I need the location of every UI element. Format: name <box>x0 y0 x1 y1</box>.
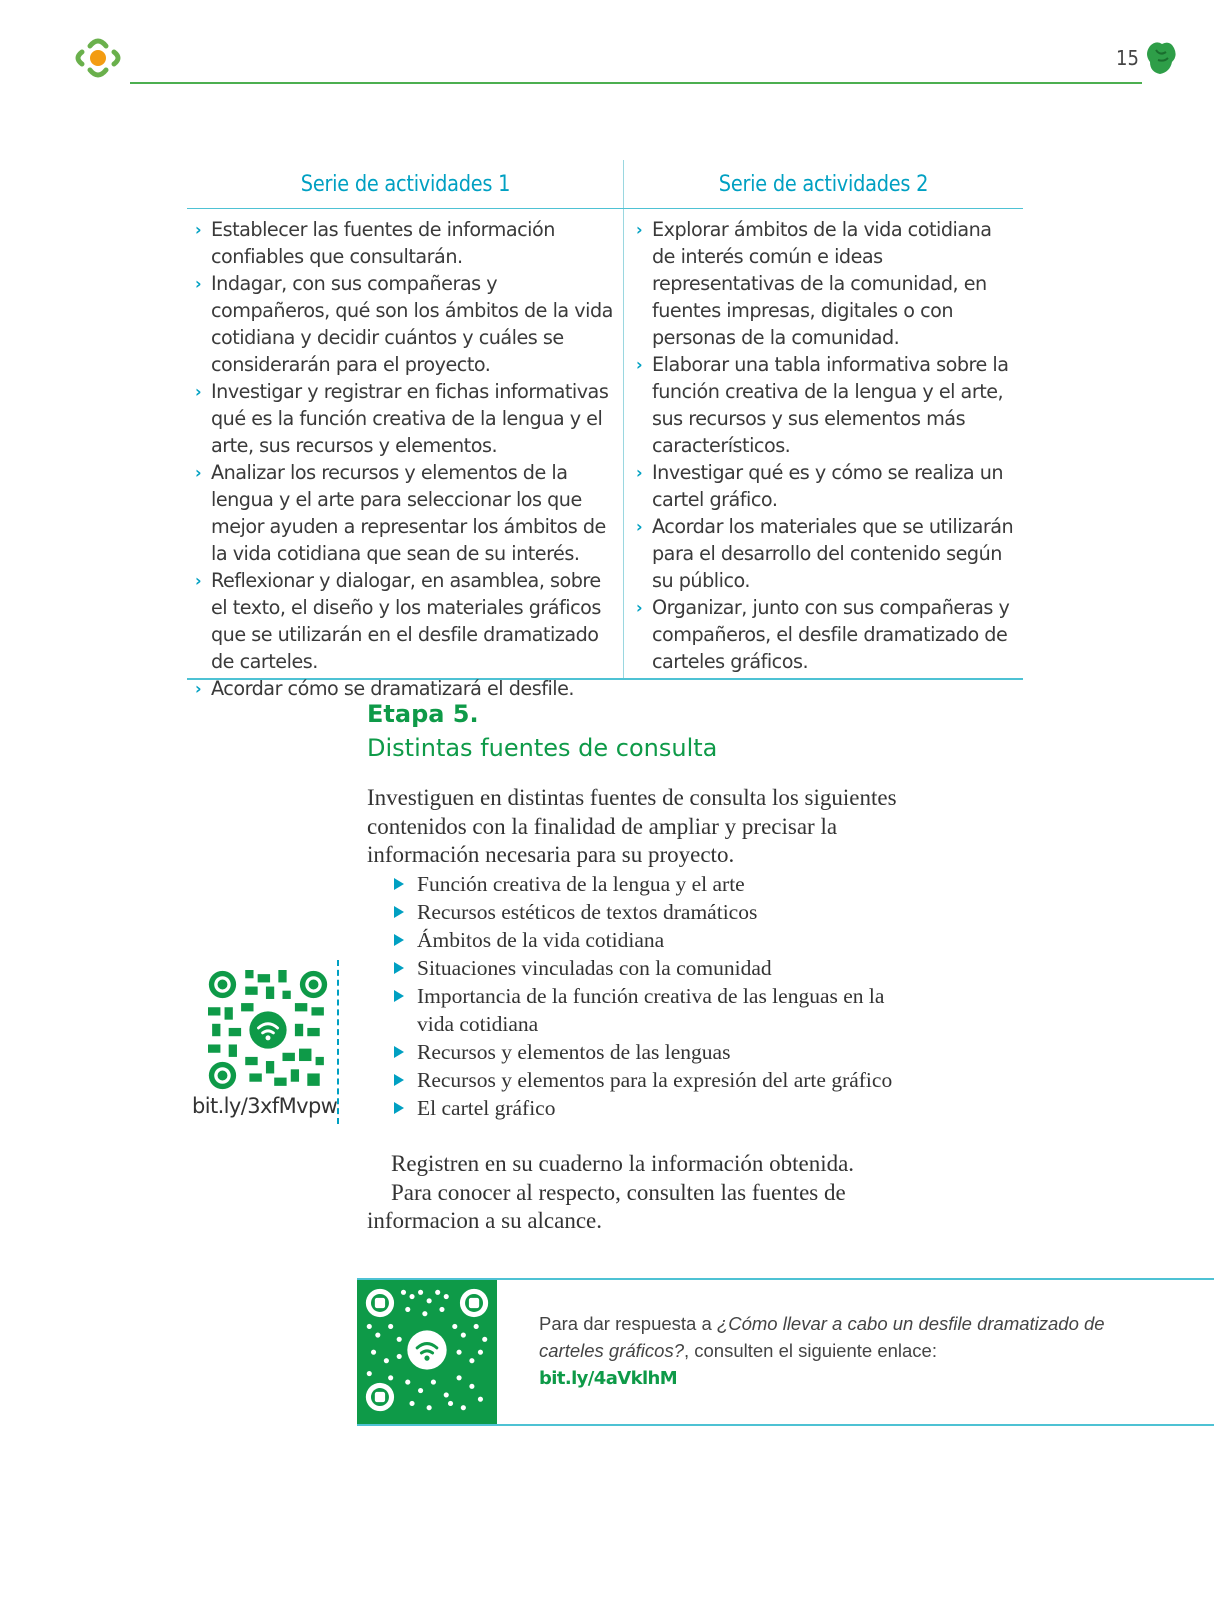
activities-column-1 <box>187 160 624 700</box>
list-item: › Indagar, con sus compañeras y compañeros, qué son los ámbitos de la vida cotidiana y decidir cuántos y cuáles se considerarán para el proyecto. <box>195 272 613 376</box>
list-item: › Investigar qué es y cómo se realiza un cartel gráfico. <box>636 461 1004 511</box>
list-item: › Acordar los materiales que se utilizarán para el desarrollo del contenido según su público. <box>636 515 1014 592</box>
chevron-right-icon: › <box>195 463 202 482</box>
list-item: Recursos estéticos de textos dramáticos <box>392 898 912 926</box>
callout-question: ¿Cómo llevar a cabo un desfile dramatizado de carteles gráficos? <box>539 1313 1105 1361</box>
link-callout <box>357 1278 1214 1426</box>
chevron-right-icon: › <box>195 220 202 239</box>
list-item: El cartel gráfico <box>392 1094 912 1122</box>
list-item: Recursos y elementos para la expresión del arte gráfico <box>392 1066 912 1094</box>
activities-list-1 <box>195 216 615 702</box>
page-number: 15 <box>1116 46 1139 70</box>
list-item: › Explorar ámbitos de la vida cotidiana de interés común e ideas representativas de la comunidad, en fuentes impresas, digitales o con personas de la comunidad. <box>636 218 992 349</box>
list-item: › Reflexionar y dialogar, en asamblea, sobre el texto, el diseño y los materiales gráficos que se utilizarán en el desfile dramatizado de carteles. <box>195 569 601 673</box>
section-closing <box>367 1150 887 1236</box>
triangle-bullet-icon <box>394 934 404 946</box>
activities-list-2 <box>636 216 1016 675</box>
dashed-divider <box>337 960 339 1124</box>
chevron-right-icon: › <box>636 598 643 617</box>
callout-text: Para dar respuesta a ¿Cómo llevar a cabo un desfile dramatizado de carteles gráficos?, consulten el siguiente enlace: bit.ly/4aVklhM <box>539 1313 1105 1389</box>
chevron-right-icon: › <box>636 355 643 374</box>
list-item: Recursos y elementos de las lenguas <box>392 1038 912 1066</box>
column-divider <box>623 160 624 680</box>
closing-line-2: Para conocer al respecto, consulten las fuentes de informacion a su alcance. <box>367 1179 846 1233</box>
qr-code-icon[interactable] <box>365 1288 489 1412</box>
page-badge-icon <box>1146 40 1178 76</box>
triangle-bullet-icon <box>394 1074 404 1086</box>
list-item: › Establecer las fuentes de información confiables que consultarán. <box>195 218 555 268</box>
triangle-bullet-icon <box>394 962 404 974</box>
chevron-right-icon: › <box>636 517 643 536</box>
qr-code-icon[interactable] <box>208 970 328 1090</box>
topics-list <box>392 870 912 1122</box>
chevron-right-icon: › <box>195 571 202 590</box>
section-title: Etapa 5. <box>367 700 479 728</box>
list-item: Ámbitos de la vida cotidiana <box>392 926 912 954</box>
list-item: Importancia de la función creativa de las lenguas en la vida cotidiana <box>392 982 912 1038</box>
closing-line-1: Registren en su cuaderno la información obtenida. <box>391 1151 855 1176</box>
column-1-title: Serie de actividades 1 <box>300 172 511 197</box>
activities-table <box>187 160 1023 700</box>
callout-link[interactable]: bit.ly/4aVklhM <box>539 1368 678 1389</box>
chevron-right-icon: › <box>636 463 643 482</box>
triangle-bullet-icon <box>394 1046 404 1058</box>
triangle-bullet-icon <box>394 1102 404 1114</box>
list-item: › Elaborar una tabla informativa sobre la función creativa de la lengua y el arte, sus recursos y sus elementos más característicos. <box>636 353 1009 457</box>
section-intro: Investiguen en distintas fuentes de consulta los siguientes contenidos con la finalidad de ampliar y precisar la información necesaria para su proyecto. <box>367 785 897 867</box>
activities-column-2 <box>624 160 1023 673</box>
chevron-right-icon: › <box>636 220 643 239</box>
chevron-right-icon: › <box>195 679 202 698</box>
chevron-right-icon: › <box>195 274 202 293</box>
column-2-title: Serie de actividades 2 <box>718 172 929 197</box>
triangle-bullet-icon <box>394 878 404 890</box>
triangle-bullet-icon <box>394 906 404 918</box>
list-item: Situaciones vinculadas con la comunidad <box>392 954 912 982</box>
table-header-rule <box>187 208 1023 209</box>
list-item: › Investigar y registrar en fichas informativas qué es la función creativa de la lengua y el arte, sus recursos y elementos. <box>195 380 609 457</box>
chevron-right-icon: › <box>195 382 202 401</box>
list-item: › Acordar cómo se dramatizará el desfile. <box>195 677 575 700</box>
section-subtitle: Distintas fuentes de consulta <box>367 734 718 762</box>
qr-link-caption[interactable]: bit.ly/3xfMvpw <box>192 1094 338 1118</box>
list-item: › Analizar los recursos y elementos de la lengua y el arte para seleccionar los que mejor ayuden a representar los ámbitos de la vida cotidiana que sean de su interés. <box>195 461 606 565</box>
list-item: › Organizar, junto con sus compañeras y compañeros, el desfile dramatizado de carteles gráficos. <box>636 596 1010 673</box>
triangle-bullet-icon <box>394 990 404 1002</box>
logo-icon <box>70 32 126 88</box>
list-item: Función creativa de la lengua y el arte <box>392 870 912 898</box>
header-rule <box>130 82 1142 84</box>
callout-qr-box <box>357 1280 497 1424</box>
